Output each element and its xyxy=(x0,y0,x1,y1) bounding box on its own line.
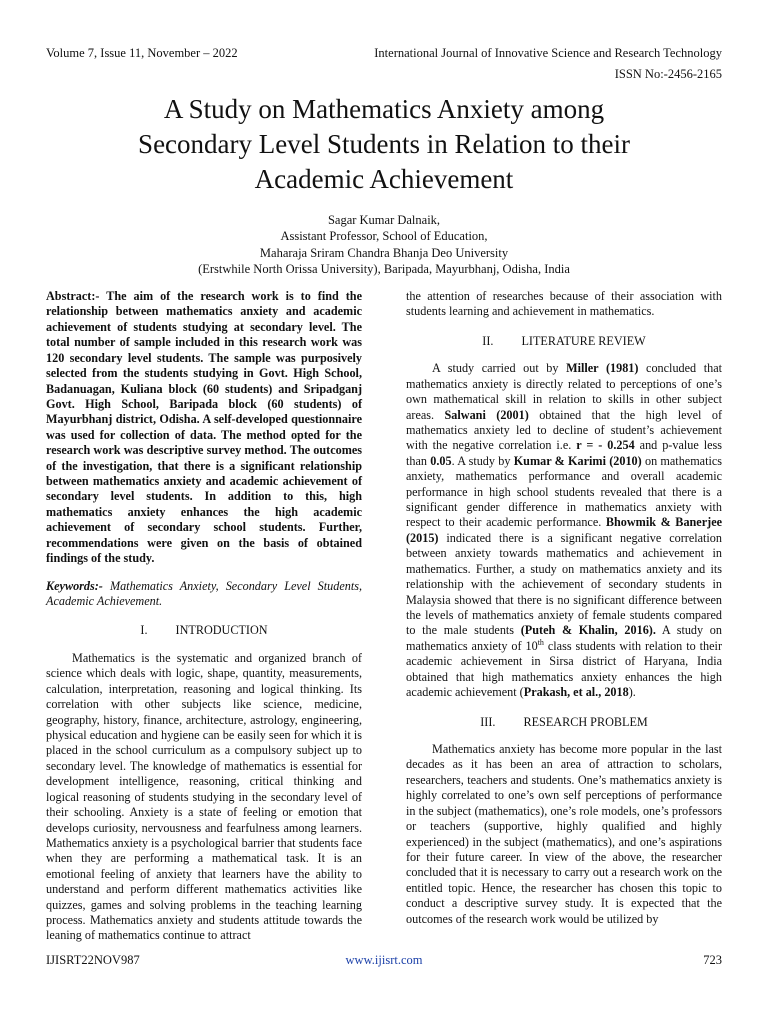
section-number: II. xyxy=(482,333,494,348)
citation-kumar-karimi: Kumar & Karimi (2010) xyxy=(513,453,642,468)
abstract: Abstract:- The aim of the research work is to find the relationship between mathematics anxiety and academic achievement of students studying at secondary level. The total number of sample included in this research work was 120 secondary level students. The sample was purposively selected from the students studying in Govt. High School, Badanuagan, Kuliana block (60 students) and Sripadganj Govt. High School, Baripada block (60 students) of Mayurbhanj district, Odisha. A self-developed questionnaire was used for collection of data. The method opted for the research work was descriptive survey method. The outcomes of the investigation, that there is a significant relationship between mathematics anxiety and academic achievement of secondary level students. In addition to this, high mathematics anxiety enhances the high academic achievement of secondary school students. Further, recommendations were given on the basis of obtained findings of the study. xyxy=(46,289,362,566)
text-run: on mathematics anxiety, mathematics performance and overall academic performance in high school students revealed that there is a significant gender difference in mathematics anxiety with respect to their academic performance. xyxy=(406,453,723,530)
author-block xyxy=(60,212,708,277)
keywords-label: Keywords:- xyxy=(46,578,103,593)
superscript-th: th xyxy=(537,637,544,647)
right-column xyxy=(406,289,722,927)
section-title: RESEARCH PROBLEM xyxy=(523,714,648,729)
citation-puteh-khalin: (Puteh & Khalin, 2016). xyxy=(520,623,656,638)
section-heading-research-problem xyxy=(406,715,722,730)
paper-title xyxy=(60,92,708,197)
research-problem-paragraph: Mathematics anxiety has become more popular in the last decades as it has been an area of attraction to scholars, researchers, teachers and students. One’s mathematics anxiety is highly correlated to one’s own self perceptions of performance in the subject (mathematics), one’s role models, one’s professors or teachers (supportive, highly qualified and highly experienced) in the subject (mathematics), and one’s aspirations for their future career. In view of the above, the researcher concluded that it is necessary to carry out a research work on the entitled topic. Hence, the researcher has chosen this topic to conduct a descriptive survey study. It is expected that the outcomes of the research work would be utilized by xyxy=(406,741,722,926)
keywords xyxy=(46,579,362,610)
paper-code: IJISRT22NOV987 xyxy=(46,953,140,967)
section-number: III. xyxy=(480,714,496,729)
citation-prakash: Prakash, et al., 2018 xyxy=(523,685,629,700)
text-run: class students with relation to their academic achievement in Sirsa district of Haryana, India obtained that high mathematics anxiety enhances the high academic achievement ( xyxy=(406,638,723,700)
section-title: LITERATURE REVIEW xyxy=(521,333,646,348)
section-title: INTRODUCTION xyxy=(175,623,268,638)
journal-name: International Journal of Innovative Science and Research Technology xyxy=(374,46,722,60)
text-run: concluded that mathematics anxiety is directly related to perceptions of one’s own mathematical skill in relation to skills in other subject areas. xyxy=(406,361,722,422)
text-run: ). xyxy=(628,685,636,700)
volume-issue: Volume 7, Issue 11, November – 2022 xyxy=(46,46,238,60)
author-university: Maharaja Sriram Chandra Bhanja Deo University xyxy=(259,245,509,260)
citation-bhowmik-banerjee: Bhowmik & Banerjee (2015) xyxy=(406,515,723,545)
introduction-continued: the attention of researches because of their association with students learning and achievement in mathematics. xyxy=(406,289,722,319)
section-heading-literature xyxy=(406,334,722,349)
citation-salwani: Salwani (2001) xyxy=(444,407,529,422)
literature-paragraph xyxy=(406,361,722,700)
keywords-text: Mathematics Anxiety, Secondary Level Students, Academic Achievement. xyxy=(46,578,363,609)
citation-miller: Miller (1981) xyxy=(566,361,639,376)
p-value: 0.05 xyxy=(430,453,452,468)
page-number: 723 xyxy=(703,953,722,967)
section-number: I. xyxy=(140,623,148,638)
section-heading-introduction xyxy=(46,623,362,638)
correlation-value: r = - 0.254 xyxy=(576,438,635,453)
text-run: indicated there is a significant negative correlation between anxiety towards mathematics and achievement in mathematics. Further, a study on mathematics anxiety and its relationship with the achievement of secondary students in Malaysia showed that there is no significant difference between the levels of mathematics anxiety of female students compared to the male students xyxy=(406,530,722,638)
text-run: and p-value less than xyxy=(406,438,722,468)
author-address: (Erstwhile North Orissa University), Baripada, Mayurbhanj, Odisha, India xyxy=(198,261,570,276)
title-line-3: Academic Achievement xyxy=(254,164,514,195)
title-line-1: A Study on Mathematics Anxiety among xyxy=(163,94,605,124)
left-column xyxy=(46,289,362,944)
title-line-2: Secondary Level Students in Relation to their xyxy=(138,129,630,160)
text-run: A study on mathematics anxiety of 10 xyxy=(406,623,722,653)
introduction-paragraph: Mathematics is the systematic and organized branch of science which deals with logic, shape, quantity, measurements, calculation, interpretation, reasoning and logical thinking. Its correlation with other subjects like science, medicine, geography, history, finance, architecture, astrology, engineering, physical education and hygiene can be easily seen for which it is placed in the school curriculum as a compulsory subject up to secondary level. The knowledge of mathematics is essential for development intelligence, reasoning, critical thinking and logical reasoning of students studying in the secondary level of their schooling. Anxiety is a state of feeling or emotion that develops curiosity, nervousness and fearfulness among learners. Mathematics anxiety is a psychological barrier that students face when they are performing a mathematical task. It is an emotional feeling of anxiety that learners have the ability to understand and perform different mathematics activities like quizzes, games and solving problems in the teaching learning process. Mathematics anxiety and students attitude towards the leaning of mathematics continue to attract xyxy=(46,650,362,943)
issn: ISSN No:-2456-2165 xyxy=(614,67,722,81)
text-run: . A study by xyxy=(451,453,514,468)
author-position: Assistant Professor, School of Education, xyxy=(280,229,488,244)
website-link[interactable]: www.ijisrt.com xyxy=(345,953,423,967)
text-run: A study carried out by xyxy=(432,361,567,376)
author-name: Sagar Kumar Dalnaik, xyxy=(327,213,441,227)
text-run: obtained that the high level of mathematics anxiety led to decline of student’s achievement with the negative correlation i.e. xyxy=(406,407,723,453)
